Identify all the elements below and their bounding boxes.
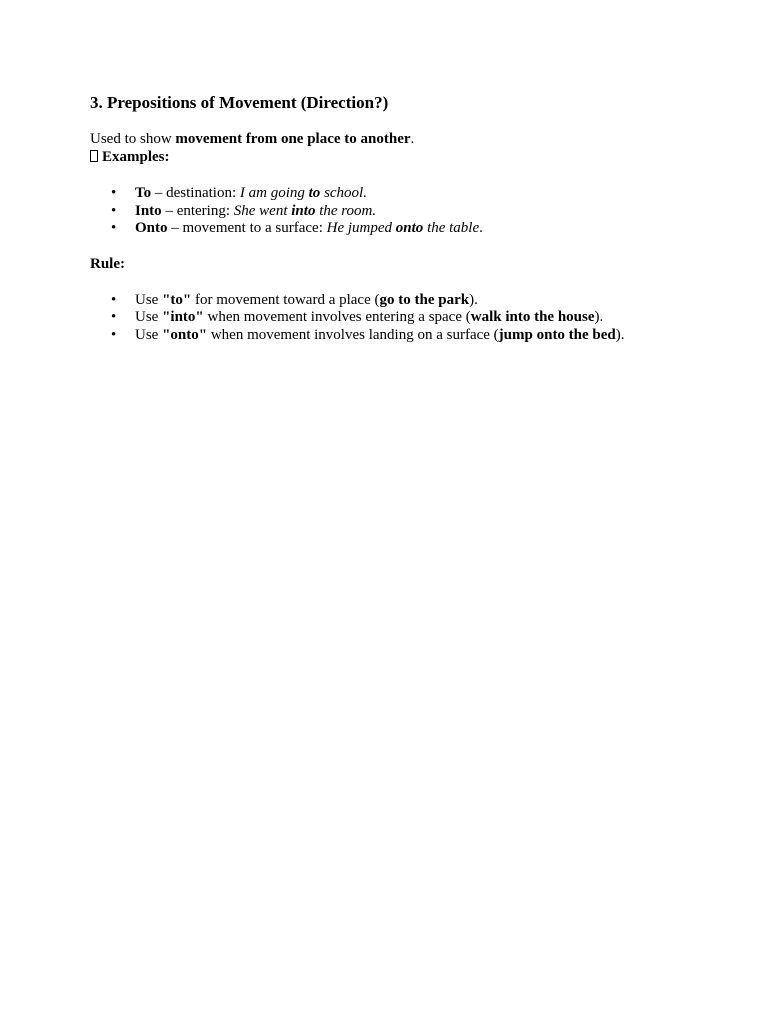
example-period: . [363,185,367,201]
rule-word: "to" [162,291,192,308]
example-sentence-end: the table [423,220,480,237]
examples-label: Examples: [102,149,170,165]
example-term: To [135,185,152,201]
bullet: • [111,185,117,201]
examples-label-line [90,148,690,166]
intro-bold: movement from one place to another [175,131,411,147]
rule-prefix: Use [135,326,163,343]
rule-middle: when movement involves entering a space ( [203,309,471,326]
bullet: • [111,202,117,219]
list-item [90,291,690,309]
example-keyword: to [308,185,321,201]
rule-end: ). [469,291,478,308]
rule-phrase: go to the park [379,291,470,308]
rule-phrase: jump onto the bed [498,326,616,343]
example-desc: – entering: [161,202,234,219]
rule-phrase: walk into the house [470,309,595,326]
example-keyword: into [291,202,316,219]
list-item [90,184,690,202]
intro-suffix: . [410,131,415,147]
example-keyword: onto [395,220,424,237]
example-term: Onto [135,220,168,237]
rule-word: "onto" [162,326,208,343]
box-icon [90,150,98,162]
rule-end: ). [615,326,625,343]
list-item [90,219,690,237]
rule-middle: for movement toward a place ( [191,291,380,308]
list-item [90,326,690,344]
rule-word: "into" [162,309,204,326]
example-sentence-end: the room. [315,202,377,219]
list-item [90,202,690,220]
example-sentence-start: I am going [239,185,309,201]
document-page [90,92,690,362]
rule-middle: when movement involves landing on a surface ( [207,326,499,343]
intro-paragraph [90,130,690,148]
list-item [90,308,690,326]
example-period: . [479,220,483,237]
bullet: • [111,309,117,326]
bullet: • [111,326,117,343]
intro-prefix: Used to show [90,131,176,147]
section-heading: 3. Prepositions of Movement (Direction?) [90,93,389,112]
rules-list [90,291,690,344]
example-sentence-end: school [320,185,364,201]
example-sentence-start: She went [233,202,292,219]
rule-prefix: Use [135,291,163,308]
rule-prefix: Use [135,309,163,326]
examples-list [90,184,690,237]
example-term: Into [135,202,162,219]
rule-end: ). [594,309,604,326]
bullet: • [111,220,117,237]
rule-title: Rule: [90,255,125,272]
bullet: • [111,291,117,308]
example-sentence-start: He jumped [326,220,396,237]
example-desc: – movement to a surface: [167,220,327,237]
example-desc: – destination: [151,185,240,201]
